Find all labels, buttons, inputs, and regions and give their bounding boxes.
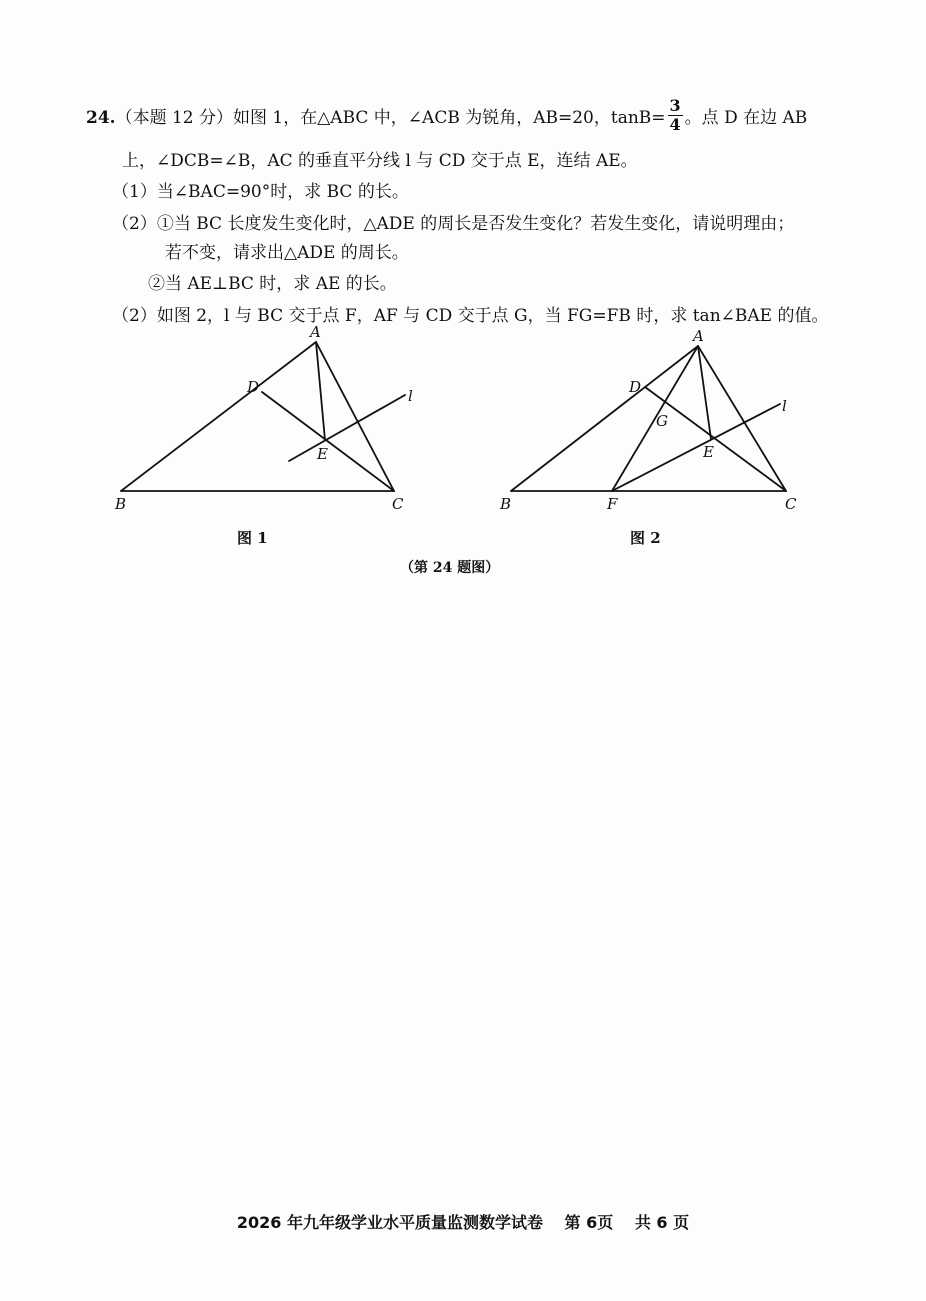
fig1-label-e: E: [317, 445, 328, 463]
fraction-denominator: 4: [669, 115, 681, 134]
fig1-label-c: C: [392, 495, 404, 513]
fig1-segment-dc: [262, 392, 394, 491]
figure-2-caption: 图 2: [630, 529, 661, 547]
figure-2: [490, 325, 810, 529]
figure-2-svg: [490, 325, 810, 525]
part-3: （2）如图 2，l 与 BC 交于点 F，AF 与 CD 交于点 G，当 FG=FB 时，求 tan∠BAE 的值。: [112, 306, 829, 326]
question-stem-1b: 。点 D 在边 AB: [684, 108, 808, 128]
figure-1-svg: [100, 325, 430, 525]
footer-title: 2026 年九年级学业水平质量监测数学试卷: [236, 1213, 543, 1232]
fig2-label-d: D: [629, 378, 642, 396]
fig1-label-a: A: [310, 325, 321, 341]
fig2-label-g: G: [656, 412, 668, 430]
footer-page: 第 6页: [564, 1213, 614, 1232]
question-line-2: 上，∠DCB=∠B，AC 的垂直平分线 l 与 CD 交于点 E，连结 AE。: [122, 151, 638, 171]
fig2-segment-dc: [645, 387, 786, 491]
fraction-numerator: 3: [669, 96, 681, 115]
fig2-label-a: A: [693, 327, 704, 345]
figure-group-caption: （第 24 题图）: [400, 560, 500, 576]
page-footer: [0, 1210, 926, 1233]
fig1-label-d: D: [247, 378, 260, 396]
fig2-side-ac: [698, 346, 786, 491]
part-2-2: ②当 AE⊥BC 时，求 AE 的长。: [148, 274, 397, 294]
fig1-label-l: l: [408, 387, 413, 405]
fig2-label-b: B: [500, 495, 512, 513]
figure-1-caption: 图 1: [237, 529, 268, 547]
tan-fraction: [668, 98, 683, 133]
fig2-segment-ae: [698, 346, 711, 439]
part-1: （1）当∠BAC=90°时，求 BC 的长。: [112, 182, 409, 202]
question-stem-1: （本题 12 分）如图 1，在△ABC 中，∠ACB 为锐角，AB=20，tanB=: [115, 108, 666, 128]
fig1-label-b: B: [115, 495, 127, 513]
footer-total: 共 6 页: [634, 1213, 690, 1232]
fig2-side-ab: [511, 346, 698, 491]
fig2-label-c: C: [785, 495, 797, 513]
part-2-1b: 若不变，请求出△ADE 的周长。: [165, 243, 409, 263]
figure-1: [100, 325, 430, 529]
part-2-1a: （2）①当 BC 长度发生变化时，△ADE 的周长是否发生变化？若发生变化，请说明理由；: [112, 214, 795, 234]
fig1-side-ac: [316, 342, 394, 491]
question-number: 24.: [86, 108, 116, 128]
fig2-label-f: F: [607, 495, 618, 513]
fig1-side-ab: [121, 342, 316, 491]
fig1-line-l: [289, 395, 405, 461]
fig2-label-e: E: [703, 443, 714, 461]
question-line-1: [86, 96, 808, 134]
fig2-label-l: l: [782, 397, 787, 415]
